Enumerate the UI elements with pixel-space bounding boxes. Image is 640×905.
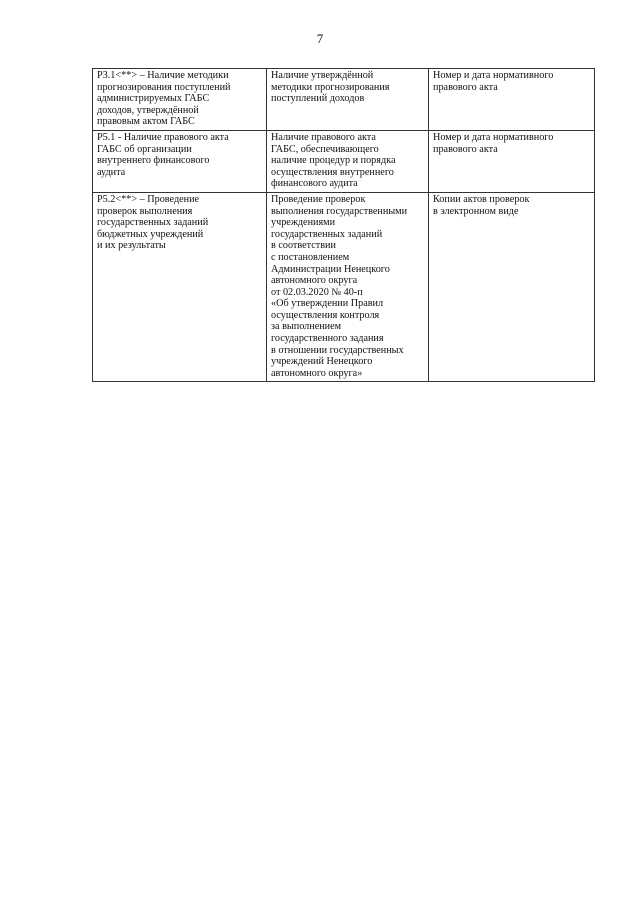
page-number: 7 bbox=[316, 31, 324, 46]
indicator-cell: Р3.1<**> – Наличие методики прогнозирования поступлений администрируемых ГАБС доходов, утверждённой правовым актом ГАБС bbox=[93, 69, 267, 131]
indicator-cell: Р5.2<**> – Проведение проверок выполнения государственных заданий бюджетных учреждений и их результаты bbox=[93, 192, 267, 382]
table-row bbox=[93, 69, 595, 131]
criterion-cell: Наличие правового акта ГАБС, обеспечивающего наличие процедур и порядка осуществления внутреннего финансового аудита bbox=[267, 130, 429, 192]
criteria-table bbox=[92, 68, 595, 382]
table-row bbox=[93, 192, 595, 382]
criterion-cell: Наличие утверждённой методики прогнозирования поступлений доходов bbox=[267, 69, 429, 131]
indicator-cell: Р5.1 - Наличие правового акта ГАБС об организации внутреннего финансового аудита bbox=[93, 130, 267, 192]
criterion-cell: Проведение проверок выполнения государственными учреждениями государственных заданий в соответствии с постановлением Администрации Ненецкого автономного округа от 02.03.2020 № 40-п «Об утверждении Правил осуществления контроля за выполнением государственного задания в отношении государственных учреждений Ненецкого автономного округа» bbox=[267, 192, 429, 382]
confirmation-cell: Номер и дата нормативного правового акта bbox=[429, 130, 595, 192]
confirmation-cell: Номер и дата нормативного правового акта bbox=[429, 69, 595, 131]
confirmation-cell: Копии актов проверок в электронном виде bbox=[429, 192, 595, 382]
table-row bbox=[93, 130, 595, 192]
